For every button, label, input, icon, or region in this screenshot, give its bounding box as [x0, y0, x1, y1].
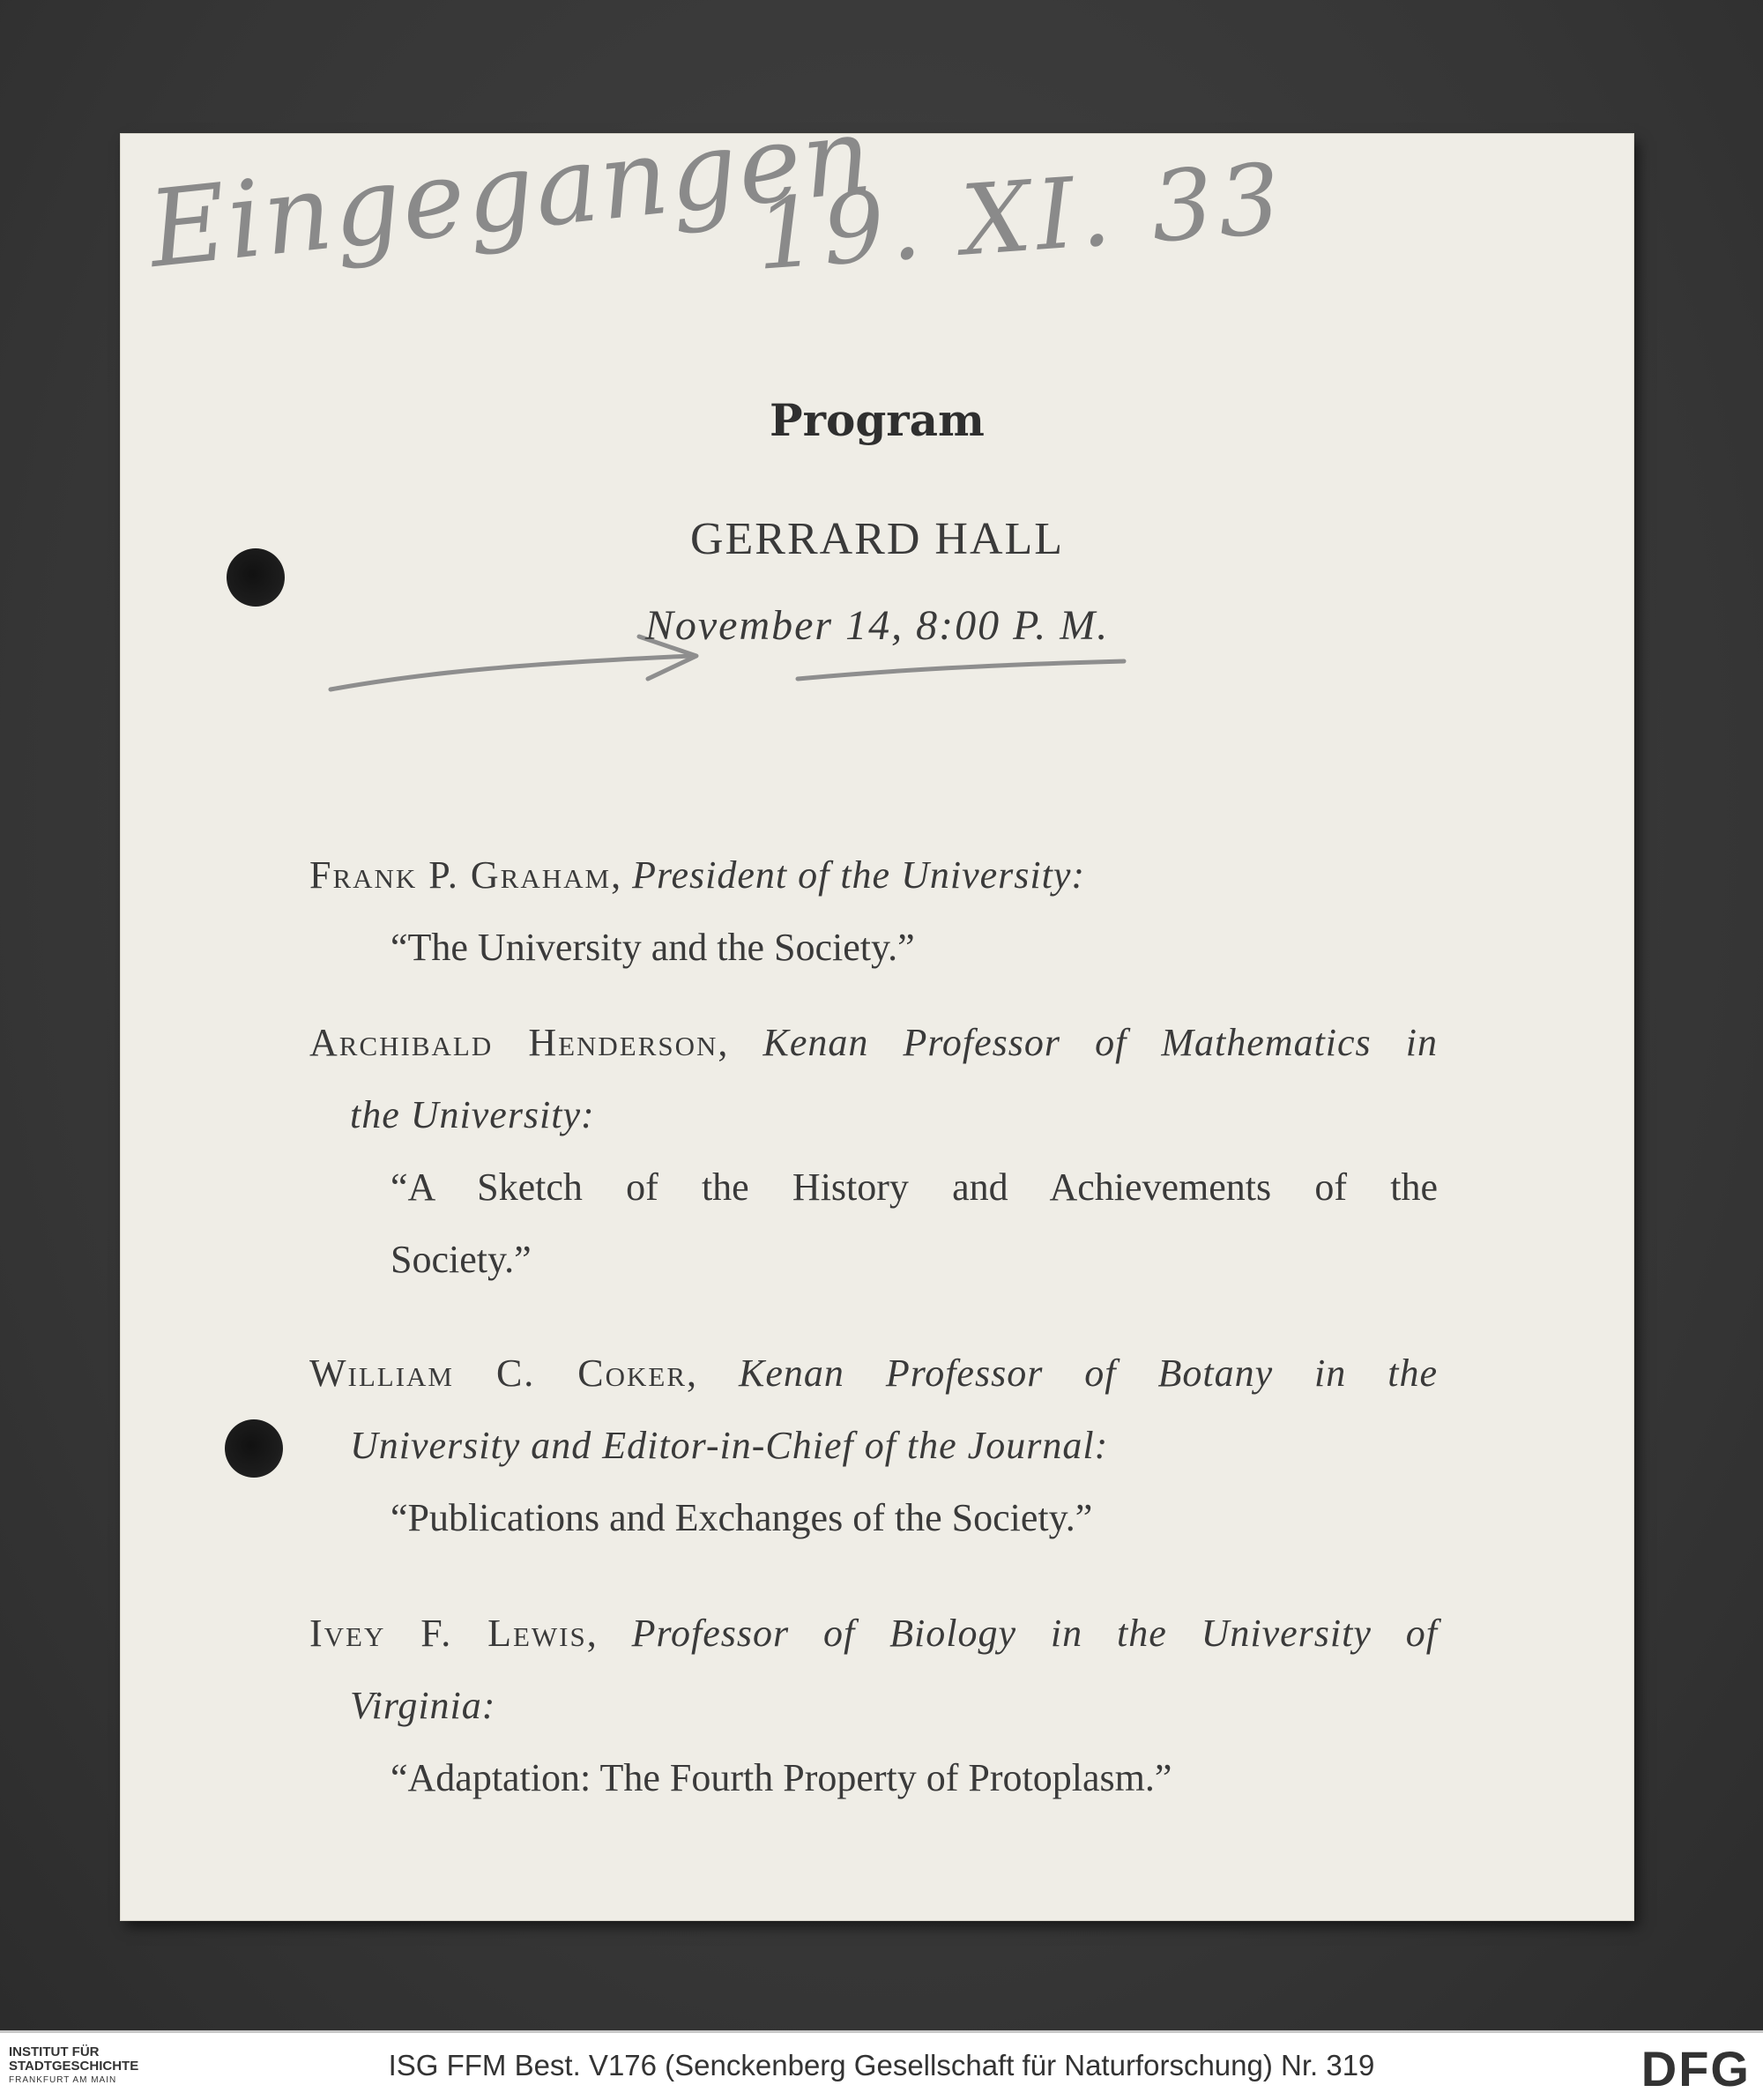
speaker-name: Archibald Henderson,	[309, 1021, 730, 1064]
archive-footer	[0, 2030, 1763, 2100]
talk-title: “A Sketch of the History and Achievements of the	[391, 1165, 1438, 1209]
speaker-title: Professor of Biology in the University of	[631, 1612, 1439, 1655]
dfg-logo: DFG	[1640, 2041, 1751, 2096]
program-entry	[309, 1597, 1438, 1814]
program-entry	[309, 1007, 1438, 1296]
program-heading: Program	[770, 394, 985, 446]
talk-title-continued: Society.”	[391, 1238, 532, 1281]
speaker-title: Kenan Professor of Mathematics in	[762, 1021, 1438, 1064]
speaker-title: President of the University:	[632, 853, 1086, 897]
talk-title: “Publications and Exchanges of the Society.”	[391, 1496, 1093, 1539]
speaker-name: William C. Coker,	[309, 1352, 699, 1395]
talk-title: “The University and the Society.”	[391, 926, 915, 969]
handwritten-received-date: 19. XI. 33	[752, 142, 1290, 292]
speaker-name: Ivey F. Lewis,	[309, 1612, 599, 1655]
program-entry	[309, 839, 1438, 984]
speaker-title-continued: University and Editor-in-Chief of the Journal:	[350, 1424, 1109, 1467]
institute-line: FRANKFURT AM MAIN	[9, 2075, 117, 2085]
program-sheet	[121, 93, 1633, 1920]
talk-title: “Adaptation: The Fourth Property of Protoplasm.”	[391, 1756, 1172, 1799]
speaker-title-continued: Virginia:	[350, 1684, 496, 1727]
event-date-time: November 14, 8:00 P. M.	[644, 602, 1110, 649]
archive-reference: ISG FFM Best. V176 (Senckenberg Gesellschaft für Naturforschung) Nr. 319	[388, 2049, 1375, 2081]
institute-line: STADTGESCHICHTE	[9, 2059, 139, 2074]
speaker-title: Kenan Professor of Botany in the	[738, 1352, 1438, 1395]
institute-line: INSTITUT FÜR	[9, 2044, 100, 2059]
punch-hole	[225, 1419, 283, 1478]
speaker-title-continued: the University:	[350, 1093, 595, 1136]
venue: GERRARD HALL	[689, 514, 1065, 564]
handwritten-received-note: Eingegangen	[143, 93, 879, 292]
program-entry	[309, 1337, 1438, 1554]
speaker-name: Frank P. Graham,	[309, 853, 623, 897]
